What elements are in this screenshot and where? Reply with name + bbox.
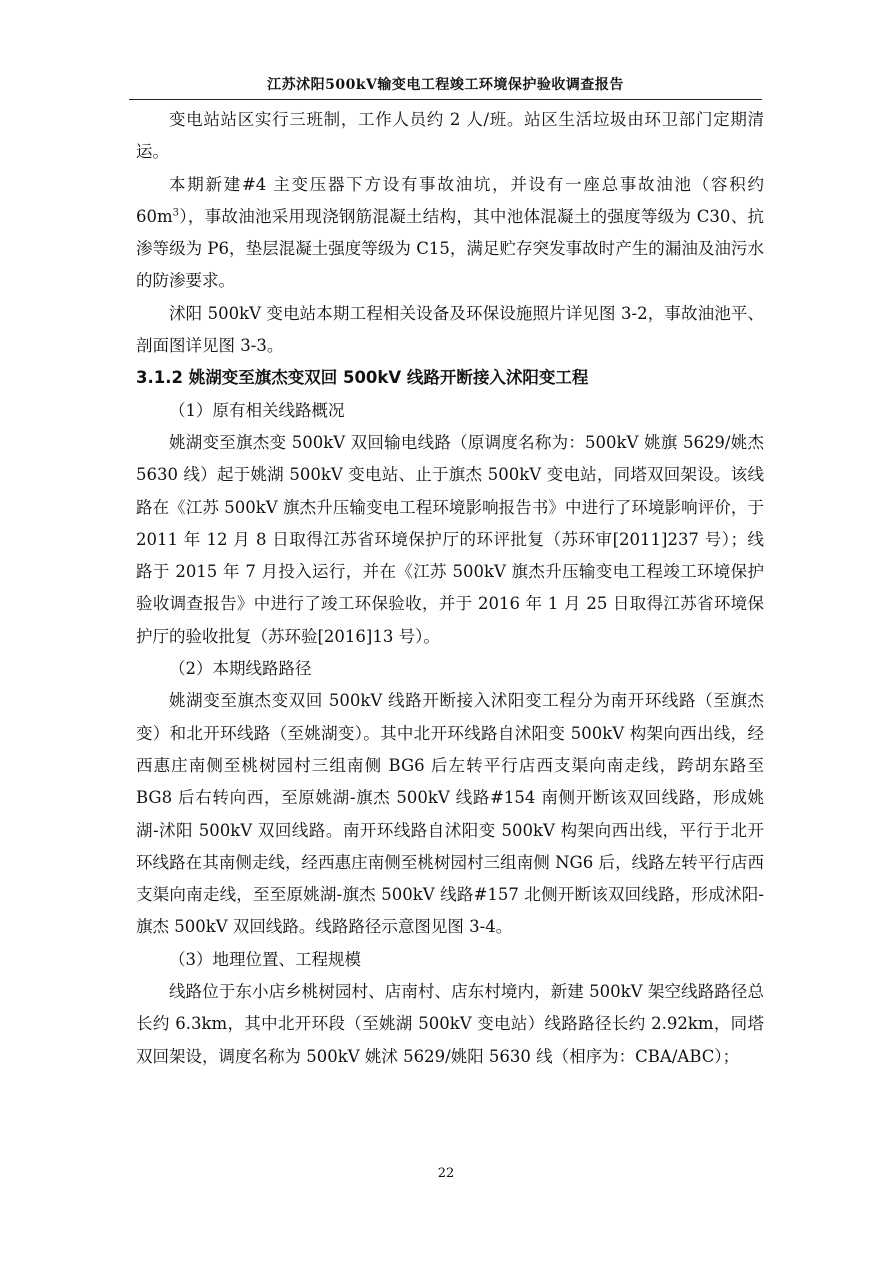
section-heading-3-1-2: 3.1.2 姚湖变至旗杰变双回 500kV 线路开断接入沭阳变工程 bbox=[136, 368, 589, 388]
subsection-item-3: （3）地理位置、工程规模 bbox=[169, 949, 361, 969]
paragraph-oil-pit bbox=[136, 169, 764, 298]
paragraph-staffing: 变电站站区实行三班制，工作人员约 2 人/班。站区生活垃圾由环卫部门定期清运。 bbox=[136, 110, 764, 162]
document-body bbox=[136, 104, 764, 1073]
header-divider bbox=[129, 99, 762, 100]
oil-pit-text-2: ），事故油池采用现浇钢筋混凝土结构，其中池体混凝土的强度等级为 C30、抗渗等级为 P6，垫层混凝土强度等级为 C15，满足贮存突发事故时产生的漏油及油污水的防渗要求。 bbox=[136, 206, 764, 291]
paragraph-figure-reference: 沭阳 500kV 变电站本期工程相关设备及环保设施照片详见图 3-2，事故油池平、剖面图详见图 3-3。 bbox=[136, 303, 764, 356]
page-number: 22 bbox=[437, 1166, 455, 1181]
subsection-item-1: （1）原有相关线路概况 bbox=[169, 400, 345, 420]
subsection-item-2: （2）本期线路路径 bbox=[169, 659, 312, 679]
report-header-title: 江苏沭阳500kV输变电工程竣工环境保护验收调查报告 bbox=[267, 77, 624, 93]
paragraph-existing-line: 姚湖变至旗杰变 500kV 双回输电线路（原调度名称为：500kV 姚旗 5629/姚杰 5630 线）起于姚湖 500kV 变电站、止于旗杰 500kV 变电站，同塔双回架设。该线路在《江苏 500kV 旗杰升压输变电工程环境影响报告书》中进行了环境影响评价，于 2011 年 12 月 8 日取得江苏省环境保护厅的环评批复（苏环审[2011]237 号）；线路于 2015 年 7 月投入运行，并在《江苏 500kV 旗杰升压输变电工程竣工环境保护验收调查报告》中进行了竣工环保验收，并于 2016 年 1 月 25 日取得江苏省环境保护厅的验收批复（苏环验[2016]13 号）。 bbox=[136, 432, 764, 646]
paragraph-line-route: 姚湖变至旗杰变双回 500kV 线路开断接入沭阳变工程分为南开环线路（至旗杰变）和北开环线路（至姚湖变）。其中北开环线路自沭阳变 500kV 构架向西出线，经西惠庄南侧至桃树园村三组南侧 BG6 后左转平行店西支渠向南走线，跨胡东路至 BG8 后右转向西，至原姚湖-旗杰 500kV 线路#154 南侧开断该双回线路，形成姚湖-沭阳 500kV 双回线路。南开环线路自沭阳变 500kV 构架向西出线，平行于北开环线路在其南侧走线，经西惠庄南侧至桃树园村三组南侧 NG6 后，线路左转平行店西支渠向南走线，至至原姚湖-旗杰 500kV 线路#157 北侧开断该双回线路，形成沭阳-旗杰 500kV 双回线路。线路路径示意图见图 3-4。 bbox=[136, 691, 764, 937]
oil-pit-text-1: 本期新建#4 主变压器下方设有事故油坑，并设有一座总事故油池（容积约 60m bbox=[136, 174, 764, 226]
superscript-3: 3 bbox=[172, 207, 180, 219]
paragraph-location-scale: 线路位于东小店乡桃树园村、店南村、店东村境内，新建 500kV 架空线路路径总长约 6.3km，其中北开环段（至姚湖 500kV 变电站）线路路径长约 2.92km，同塔双回架设，调度名称为 500kV 姚沭 5629/姚阳 5630 线（相序为：CBA/ABC）； bbox=[136, 982, 764, 1066]
